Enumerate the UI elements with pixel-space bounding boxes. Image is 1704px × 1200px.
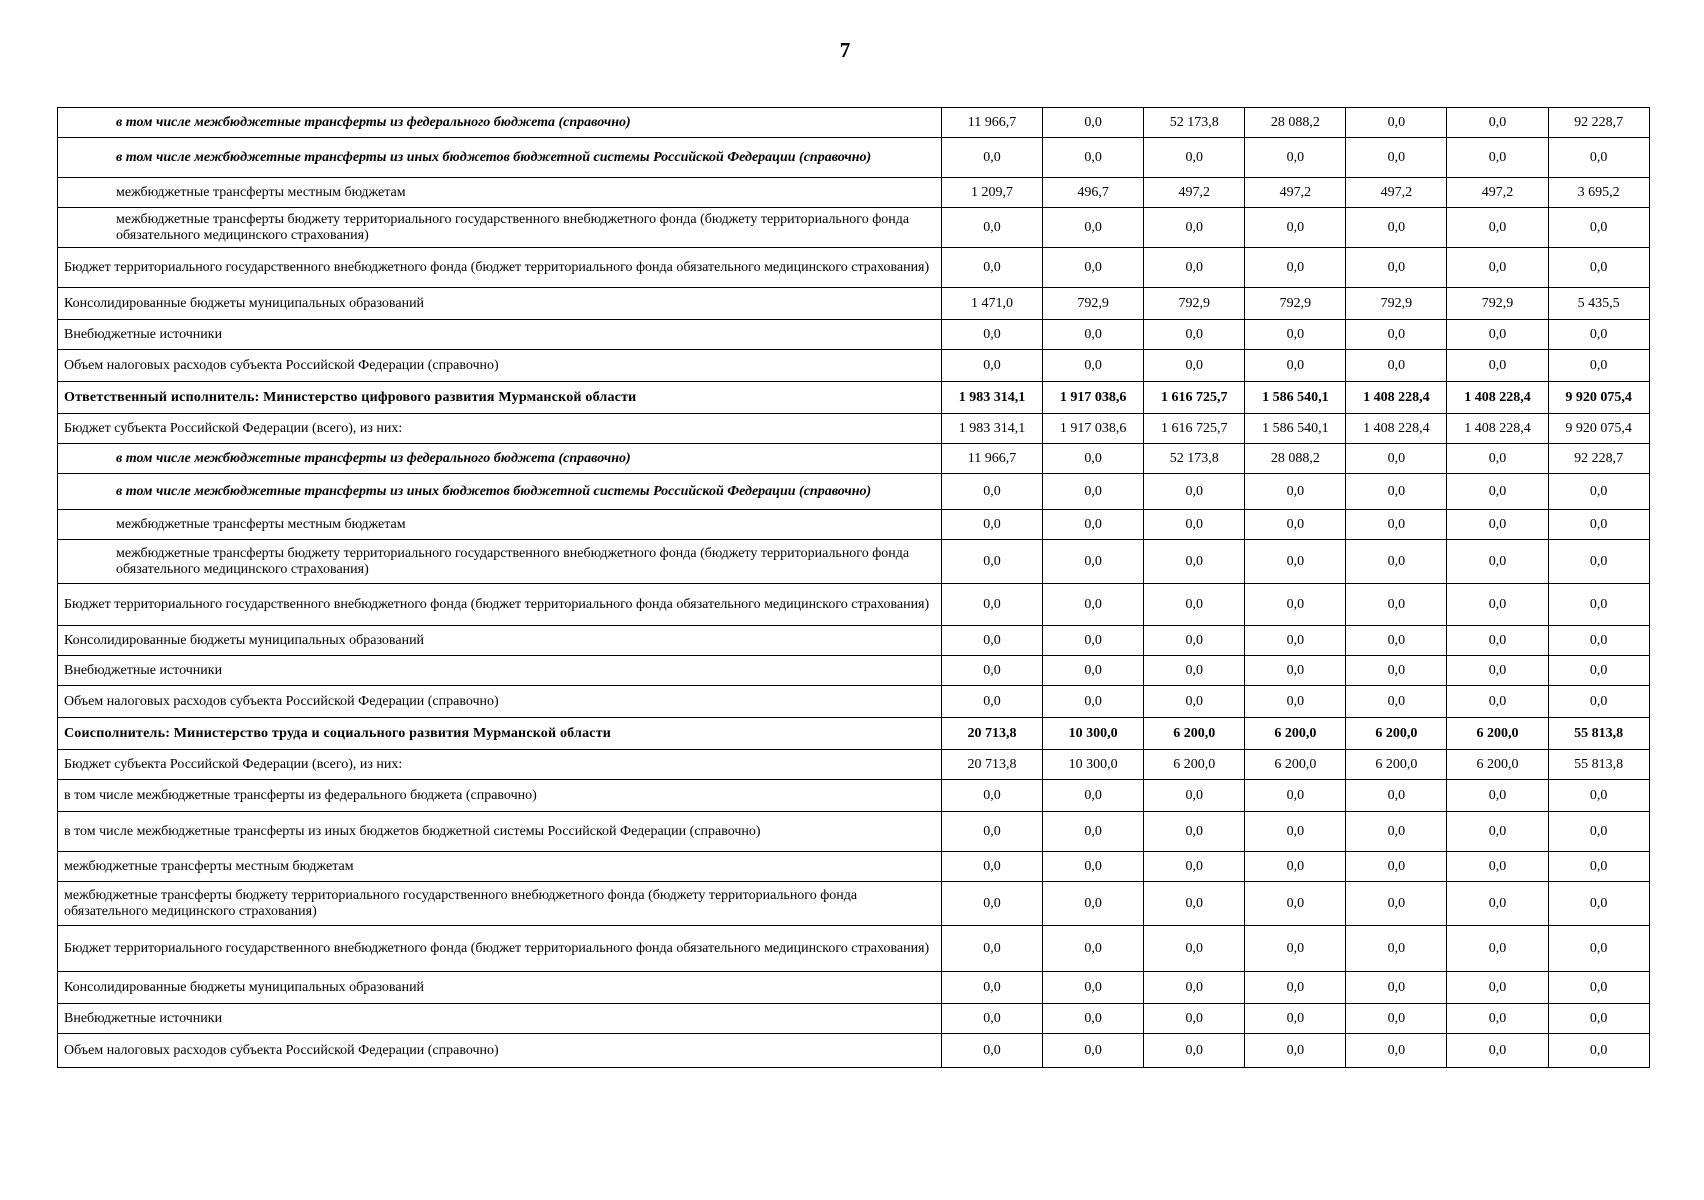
table-row bbox=[58, 320, 1650, 350]
value-cell: 0,0 bbox=[1043, 138, 1144, 178]
value-cell: 0,0 bbox=[1043, 510, 1144, 540]
row-label: Объем налоговых расходов субъекта Российской Федерации (справочно) bbox=[64, 1042, 499, 1058]
value-cell: 0,0 bbox=[1447, 444, 1548, 474]
value-cell: 0,0 bbox=[1043, 540, 1144, 584]
value-cell: 0,0 bbox=[942, 540, 1043, 584]
value-cell: 28 088,2 bbox=[1245, 108, 1346, 138]
value-cell: 0,0 bbox=[942, 1004, 1043, 1034]
value-cell: 0,0 bbox=[1043, 584, 1144, 626]
table-row bbox=[58, 626, 1650, 656]
value-cell: 0,0 bbox=[1144, 584, 1245, 626]
budget-table bbox=[57, 107, 1650, 1068]
value-cell: 497,2 bbox=[1144, 178, 1245, 208]
row-label-cell bbox=[58, 444, 942, 474]
value-cell: 1 408 228,4 bbox=[1447, 414, 1548, 444]
row-label-cell bbox=[58, 1034, 942, 1068]
value-cell: 1 917 038,6 bbox=[1043, 382, 1144, 414]
value-cell: 0,0 bbox=[1346, 444, 1447, 474]
table-row bbox=[58, 414, 1650, 444]
value-cell: 0,0 bbox=[1144, 972, 1245, 1004]
row-label: Внебюджетные источники bbox=[64, 326, 223, 342]
value-cell: 0,0 bbox=[1245, 926, 1346, 972]
value-cell: 0,0 bbox=[1245, 208, 1346, 248]
value-cell: 0,0 bbox=[1245, 320, 1346, 350]
value-cell: 0,0 bbox=[942, 320, 1043, 350]
row-label-cell bbox=[58, 656, 942, 686]
value-cell: 55 813,8 bbox=[1548, 750, 1649, 780]
row-label: межбюджетные трансферты бюджету территориального государственного внебюджетного фонда (бюджету территориального фонда обязательного медицинского страхования) bbox=[116, 211, 910, 243]
table-row bbox=[58, 972, 1650, 1004]
value-cell: 0,0 bbox=[1043, 350, 1144, 382]
value-cell: 1 408 228,4 bbox=[1447, 382, 1548, 414]
budget-table-body bbox=[58, 108, 1650, 1068]
row-label: межбюджетные трансферты местным бюджетам bbox=[116, 184, 406, 200]
value-cell: 0,0 bbox=[1144, 1034, 1245, 1068]
value-cell: 0,0 bbox=[1144, 474, 1245, 510]
value-cell: 0,0 bbox=[1144, 926, 1245, 972]
table-row bbox=[58, 474, 1650, 510]
value-cell: 0,0 bbox=[1245, 138, 1346, 178]
row-label: Бюджет территориального государственного внебюджетного фонда (бюджет территориального фонда обязательного медицинского страхования) bbox=[64, 259, 930, 275]
value-cell: 0,0 bbox=[1043, 882, 1144, 926]
value-cell: 0,0 bbox=[1548, 780, 1649, 812]
value-cell: 1 616 725,7 bbox=[1144, 414, 1245, 444]
table-row bbox=[58, 382, 1650, 414]
value-cell: 0,0 bbox=[1346, 510, 1447, 540]
row-label-cell bbox=[58, 208, 942, 248]
row-label: Бюджет территориального государственного внебюджетного фонда (бюджет территориального фонда обязательного медицинского страхования) bbox=[64, 940, 930, 956]
row-label-cell bbox=[58, 584, 942, 626]
value-cell: 0,0 bbox=[1447, 780, 1548, 812]
value-cell: 0,0 bbox=[1548, 138, 1649, 178]
value-cell: 0,0 bbox=[1346, 320, 1447, 350]
value-cell: 0,0 bbox=[1548, 626, 1649, 656]
table-row bbox=[58, 108, 1650, 138]
value-cell: 0,0 bbox=[1548, 540, 1649, 584]
row-label-cell bbox=[58, 686, 942, 718]
value-cell: 0,0 bbox=[1447, 1004, 1548, 1034]
value-cell: 28 088,2 bbox=[1245, 444, 1346, 474]
row-label-cell bbox=[58, 288, 942, 320]
value-cell: 0,0 bbox=[1043, 474, 1144, 510]
row-label: Консолидированные бюджеты муниципальных образований bbox=[64, 632, 425, 648]
table-row bbox=[58, 208, 1650, 248]
value-cell: 0,0 bbox=[1144, 780, 1245, 812]
value-cell: 0,0 bbox=[942, 626, 1043, 656]
value-cell: 0,0 bbox=[1447, 656, 1548, 686]
value-cell: 0,0 bbox=[1144, 656, 1245, 686]
value-cell: 6 200,0 bbox=[1346, 718, 1447, 750]
value-cell: 0,0 bbox=[1245, 1034, 1346, 1068]
value-cell: 0,0 bbox=[1043, 1004, 1144, 1034]
row-label: Бюджет субъекта Российской Федерации (всего), из них: bbox=[64, 420, 403, 436]
value-cell: 1 616 725,7 bbox=[1144, 382, 1245, 414]
table-row bbox=[58, 510, 1650, 540]
row-label-cell bbox=[58, 882, 942, 926]
row-label: Бюджет территориального государственного внебюджетного фонда (бюджет территориального фонда обязательного медицинского страхования) bbox=[64, 596, 930, 612]
value-cell: 92 228,7 bbox=[1548, 444, 1649, 474]
value-cell: 52 173,8 bbox=[1144, 444, 1245, 474]
row-label: Бюджет субъекта Российской Федерации (всего), из них: bbox=[64, 756, 403, 772]
value-cell: 0,0 bbox=[1144, 540, 1245, 584]
table-row bbox=[58, 584, 1650, 626]
value-cell: 1 471,0 bbox=[942, 288, 1043, 320]
value-cell: 0,0 bbox=[942, 656, 1043, 686]
table-row bbox=[58, 248, 1650, 288]
row-label: в том числе межбюджетные трансферты из федерального бюджета (справочно) bbox=[64, 787, 537, 803]
row-label-cell bbox=[58, 248, 942, 288]
value-cell: 0,0 bbox=[1043, 972, 1144, 1004]
value-cell: 0,0 bbox=[1548, 926, 1649, 972]
value-cell: 0,0 bbox=[1043, 780, 1144, 812]
value-cell: 0,0 bbox=[1548, 852, 1649, 882]
value-cell: 0,0 bbox=[1346, 882, 1447, 926]
table-row bbox=[58, 852, 1650, 882]
row-label: в том числе межбюджетные трансферты из иных бюджетов бюджетной системы Российской Федерации (справочно) bbox=[64, 823, 761, 839]
value-cell: 0,0 bbox=[1144, 812, 1245, 852]
value-cell: 1 586 540,1 bbox=[1245, 414, 1346, 444]
value-cell: 5 435,5 bbox=[1548, 288, 1649, 320]
value-cell: 0,0 bbox=[1447, 852, 1548, 882]
value-cell: 0,0 bbox=[1043, 248, 1144, 288]
value-cell: 0,0 bbox=[1144, 626, 1245, 656]
value-cell: 0,0 bbox=[1447, 882, 1548, 926]
table-row bbox=[58, 288, 1650, 320]
value-cell: 1 983 314,1 bbox=[942, 382, 1043, 414]
value-cell: 0,0 bbox=[1245, 248, 1346, 288]
value-cell: 0,0 bbox=[1548, 686, 1649, 718]
value-cell: 0,0 bbox=[1548, 320, 1649, 350]
value-cell: 0,0 bbox=[1043, 852, 1144, 882]
value-cell: 0,0 bbox=[1144, 320, 1245, 350]
row-label: Объем налоговых расходов субъекта Российской Федерации (справочно) bbox=[64, 357, 499, 373]
table-row bbox=[58, 656, 1650, 686]
value-cell: 0,0 bbox=[942, 882, 1043, 926]
value-cell: 0,0 bbox=[1245, 780, 1346, 812]
value-cell: 0,0 bbox=[1346, 248, 1447, 288]
value-cell: 0,0 bbox=[1245, 626, 1346, 656]
row-label-cell bbox=[58, 350, 942, 382]
row-label-cell bbox=[58, 382, 942, 414]
row-label-cell bbox=[58, 108, 942, 138]
row-label: межбюджетные трансферты местным бюджетам bbox=[116, 516, 406, 532]
table-row bbox=[58, 444, 1650, 474]
value-cell: 0,0 bbox=[1447, 686, 1548, 718]
value-cell: 0,0 bbox=[1548, 208, 1649, 248]
value-cell: 0,0 bbox=[1245, 350, 1346, 382]
value-cell: 0,0 bbox=[1346, 138, 1447, 178]
value-cell: 92 228,7 bbox=[1548, 108, 1649, 138]
value-cell: 0,0 bbox=[1346, 780, 1447, 812]
value-cell: 792,9 bbox=[1346, 288, 1447, 320]
value-cell: 6 200,0 bbox=[1447, 718, 1548, 750]
value-cell: 9 920 075,4 bbox=[1548, 382, 1649, 414]
value-cell: 0,0 bbox=[1245, 656, 1346, 686]
value-cell: 0,0 bbox=[1245, 686, 1346, 718]
value-cell: 9 920 075,4 bbox=[1548, 414, 1649, 444]
value-cell: 0,0 bbox=[942, 686, 1043, 718]
value-cell: 496,7 bbox=[1043, 178, 1144, 208]
value-cell: 0,0 bbox=[1548, 1034, 1649, 1068]
value-cell: 0,0 bbox=[1043, 626, 1144, 656]
value-cell: 0,0 bbox=[1346, 1004, 1447, 1034]
value-cell: 0,0 bbox=[1245, 812, 1346, 852]
value-cell: 0,0 bbox=[1447, 108, 1548, 138]
value-cell: 10 300,0 bbox=[1043, 750, 1144, 780]
value-cell: 0,0 bbox=[942, 852, 1043, 882]
row-label-cell bbox=[58, 414, 942, 444]
table-row bbox=[58, 750, 1650, 780]
value-cell: 792,9 bbox=[1144, 288, 1245, 320]
value-cell: 0,0 bbox=[1144, 248, 1245, 288]
value-cell: 792,9 bbox=[1043, 288, 1144, 320]
value-cell: 0,0 bbox=[1548, 1004, 1649, 1034]
value-cell: 1 209,7 bbox=[942, 178, 1043, 208]
row-label: Объем налоговых расходов субъекта Российской Федерации (справочно) bbox=[64, 693, 499, 709]
value-cell: 0,0 bbox=[1346, 926, 1447, 972]
value-cell: 0,0 bbox=[1447, 972, 1548, 1004]
value-cell: 0,0 bbox=[1548, 474, 1649, 510]
value-cell: 0,0 bbox=[1346, 350, 1447, 382]
value-cell: 0,0 bbox=[1548, 584, 1649, 626]
value-cell: 0,0 bbox=[1548, 656, 1649, 686]
value-cell: 0,0 bbox=[1548, 248, 1649, 288]
value-cell: 0,0 bbox=[1144, 208, 1245, 248]
row-label: Соисполнитель: Министерство труда и социального развития Мурманской области bbox=[64, 725, 612, 741]
value-cell: 792,9 bbox=[1245, 288, 1346, 320]
row-label-cell bbox=[58, 626, 942, 656]
row-label: межбюджетные трансферты бюджету территориального государственного внебюджетного фонда (бюджету территориального фонда обязательного медицинского страхования) bbox=[116, 545, 910, 577]
value-cell: 0,0 bbox=[1245, 584, 1346, 626]
value-cell: 0,0 bbox=[1043, 812, 1144, 852]
value-cell: 0,0 bbox=[1245, 540, 1346, 584]
row-label-cell bbox=[58, 138, 942, 178]
row-label: Ответственный исполнитель: Министерство цифрового развития Мурманской области bbox=[64, 389, 637, 405]
value-cell: 0,0 bbox=[942, 972, 1043, 1004]
value-cell: 0,0 bbox=[1245, 852, 1346, 882]
table-row bbox=[58, 718, 1650, 750]
value-cell: 0,0 bbox=[1346, 812, 1447, 852]
value-cell: 0,0 bbox=[942, 1034, 1043, 1068]
value-cell: 20 713,8 bbox=[942, 718, 1043, 750]
value-cell: 0,0 bbox=[1043, 686, 1144, 718]
value-cell: 0,0 bbox=[1043, 208, 1144, 248]
value-cell: 0,0 bbox=[1346, 108, 1447, 138]
value-cell: 6 200,0 bbox=[1245, 750, 1346, 780]
value-cell: 0,0 bbox=[942, 510, 1043, 540]
value-cell: 0,0 bbox=[1144, 852, 1245, 882]
row-label-cell bbox=[58, 540, 942, 584]
value-cell: 497,2 bbox=[1245, 178, 1346, 208]
row-label-cell bbox=[58, 178, 942, 208]
value-cell: 0,0 bbox=[1346, 626, 1447, 656]
value-cell: 0,0 bbox=[1144, 510, 1245, 540]
value-cell: 55 813,8 bbox=[1548, 718, 1649, 750]
row-label-cell bbox=[58, 972, 942, 1004]
value-cell: 0,0 bbox=[942, 926, 1043, 972]
value-cell: 1 917 038,6 bbox=[1043, 414, 1144, 444]
value-cell: 1 983 314,1 bbox=[942, 414, 1043, 444]
value-cell: 0,0 bbox=[1346, 584, 1447, 626]
value-cell: 0,0 bbox=[1346, 208, 1447, 248]
value-cell: 0,0 bbox=[942, 584, 1043, 626]
value-cell: 0,0 bbox=[1447, 350, 1548, 382]
value-cell: 0,0 bbox=[1447, 812, 1548, 852]
table-row bbox=[58, 780, 1650, 812]
value-cell: 1 408 228,4 bbox=[1346, 414, 1447, 444]
value-cell: 0,0 bbox=[1548, 972, 1649, 1004]
value-cell: 1 408 228,4 bbox=[1346, 382, 1447, 414]
value-cell: 0,0 bbox=[1447, 510, 1548, 540]
value-cell: 0,0 bbox=[1043, 926, 1144, 972]
row-label: Консолидированные бюджеты муниципальных образований bbox=[64, 295, 425, 311]
value-cell: 0,0 bbox=[1447, 926, 1548, 972]
row-label-cell bbox=[58, 812, 942, 852]
row-label-cell bbox=[58, 750, 942, 780]
table-row bbox=[58, 138, 1650, 178]
row-label-cell bbox=[58, 474, 942, 510]
value-cell: 6 200,0 bbox=[1144, 750, 1245, 780]
value-cell: 0,0 bbox=[1043, 320, 1144, 350]
value-cell: 0,0 bbox=[1346, 1034, 1447, 1068]
table-row bbox=[58, 686, 1650, 718]
value-cell: 0,0 bbox=[1043, 108, 1144, 138]
row-label-cell bbox=[58, 510, 942, 540]
value-cell: 0,0 bbox=[1144, 350, 1245, 382]
row-label: в том числе межбюджетные трансферты из федерального бюджета (справочно) bbox=[116, 114, 631, 130]
value-cell: 0,0 bbox=[1245, 474, 1346, 510]
value-cell: 0,0 bbox=[1346, 656, 1447, 686]
row-label: Внебюджетные источники bbox=[64, 1010, 223, 1026]
value-cell: 0,0 bbox=[1548, 510, 1649, 540]
row-label: Внебюджетные источники bbox=[64, 662, 223, 678]
value-cell: 0,0 bbox=[1346, 686, 1447, 718]
value-cell: 0,0 bbox=[1144, 882, 1245, 926]
row-label-cell bbox=[58, 926, 942, 972]
value-cell: 0,0 bbox=[1043, 1034, 1144, 1068]
value-cell: 20 713,8 bbox=[942, 750, 1043, 780]
table-row bbox=[58, 350, 1650, 382]
value-cell: 0,0 bbox=[1245, 510, 1346, 540]
row-label-cell bbox=[58, 320, 942, 350]
row-label: в том числе межбюджетные трансферты из иных бюджетов бюджетной системы Российской Федерации (справочно) bbox=[116, 149, 872, 165]
row-label: Консолидированные бюджеты муниципальных образований bbox=[64, 979, 425, 995]
value-cell: 0,0 bbox=[1346, 540, 1447, 584]
row-label: межбюджетные трансферты бюджету территориального государственного внебюджетного фонда (бюджету территориального фонда обязательного медицинского страхования) bbox=[64, 887, 858, 919]
value-cell: 6 200,0 bbox=[1447, 750, 1548, 780]
table-row bbox=[58, 926, 1650, 972]
value-cell: 0,0 bbox=[1447, 626, 1548, 656]
value-cell: 0,0 bbox=[1548, 812, 1649, 852]
value-cell: 0,0 bbox=[942, 474, 1043, 510]
value-cell: 0,0 bbox=[1043, 656, 1144, 686]
value-cell: 0,0 bbox=[1447, 320, 1548, 350]
value-cell: 6 200,0 bbox=[1144, 718, 1245, 750]
value-cell: 11 966,7 bbox=[942, 108, 1043, 138]
value-cell: 0,0 bbox=[1548, 882, 1649, 926]
value-cell: 0,0 bbox=[1043, 444, 1144, 474]
row-label-cell bbox=[58, 1004, 942, 1034]
value-cell: 6 200,0 bbox=[1346, 750, 1447, 780]
value-cell: 497,2 bbox=[1447, 178, 1548, 208]
value-cell: 11 966,7 bbox=[942, 444, 1043, 474]
row-label: в том числе межбюджетные трансферты из иных бюджетов бюджетной системы Российской Федерации (справочно) bbox=[116, 483, 872, 499]
value-cell: 0,0 bbox=[942, 248, 1043, 288]
value-cell: 0,0 bbox=[1245, 1004, 1346, 1034]
value-cell: 10 300,0 bbox=[1043, 718, 1144, 750]
value-cell: 497,2 bbox=[1346, 178, 1447, 208]
value-cell: 0,0 bbox=[942, 138, 1043, 178]
value-cell: 0,0 bbox=[1144, 138, 1245, 178]
value-cell: 0,0 bbox=[1144, 1004, 1245, 1034]
value-cell: 0,0 bbox=[1447, 474, 1548, 510]
table-row bbox=[58, 540, 1650, 584]
value-cell: 0,0 bbox=[942, 812, 1043, 852]
value-cell: 3 695,2 bbox=[1548, 178, 1649, 208]
value-cell: 0,0 bbox=[1346, 972, 1447, 1004]
row-label: межбюджетные трансферты местным бюджетам bbox=[64, 858, 354, 874]
table-row bbox=[58, 178, 1650, 208]
value-cell: 0,0 bbox=[1548, 350, 1649, 382]
value-cell: 0,0 bbox=[942, 780, 1043, 812]
row-label-cell bbox=[58, 718, 942, 750]
table-row bbox=[58, 882, 1650, 926]
value-cell: 0,0 bbox=[1447, 1034, 1548, 1068]
table-row bbox=[58, 1034, 1650, 1068]
value-cell: 0,0 bbox=[1245, 972, 1346, 1004]
row-label-cell bbox=[58, 852, 942, 882]
value-cell: 0,0 bbox=[1447, 208, 1548, 248]
value-cell: 0,0 bbox=[1447, 584, 1548, 626]
value-cell: 0,0 bbox=[942, 350, 1043, 382]
row-label-cell bbox=[58, 780, 942, 812]
value-cell: 52 173,8 bbox=[1144, 108, 1245, 138]
value-cell: 0,0 bbox=[1447, 248, 1548, 288]
value-cell: 0,0 bbox=[1144, 686, 1245, 718]
value-cell: 0,0 bbox=[1245, 882, 1346, 926]
value-cell: 0,0 bbox=[1447, 540, 1548, 584]
value-cell: 1 586 540,1 bbox=[1245, 382, 1346, 414]
row-label: в том числе межбюджетные трансферты из федерального бюджета (справочно) bbox=[116, 450, 631, 466]
value-cell: 0,0 bbox=[1346, 474, 1447, 510]
page-number: 7 bbox=[839, 38, 851, 62]
value-cell: 792,9 bbox=[1447, 288, 1548, 320]
value-cell: 0,0 bbox=[942, 208, 1043, 248]
table-row bbox=[58, 1004, 1650, 1034]
value-cell: 0,0 bbox=[1447, 138, 1548, 178]
value-cell: 0,0 bbox=[1346, 852, 1447, 882]
table-row bbox=[58, 812, 1650, 852]
value-cell: 6 200,0 bbox=[1245, 718, 1346, 750]
